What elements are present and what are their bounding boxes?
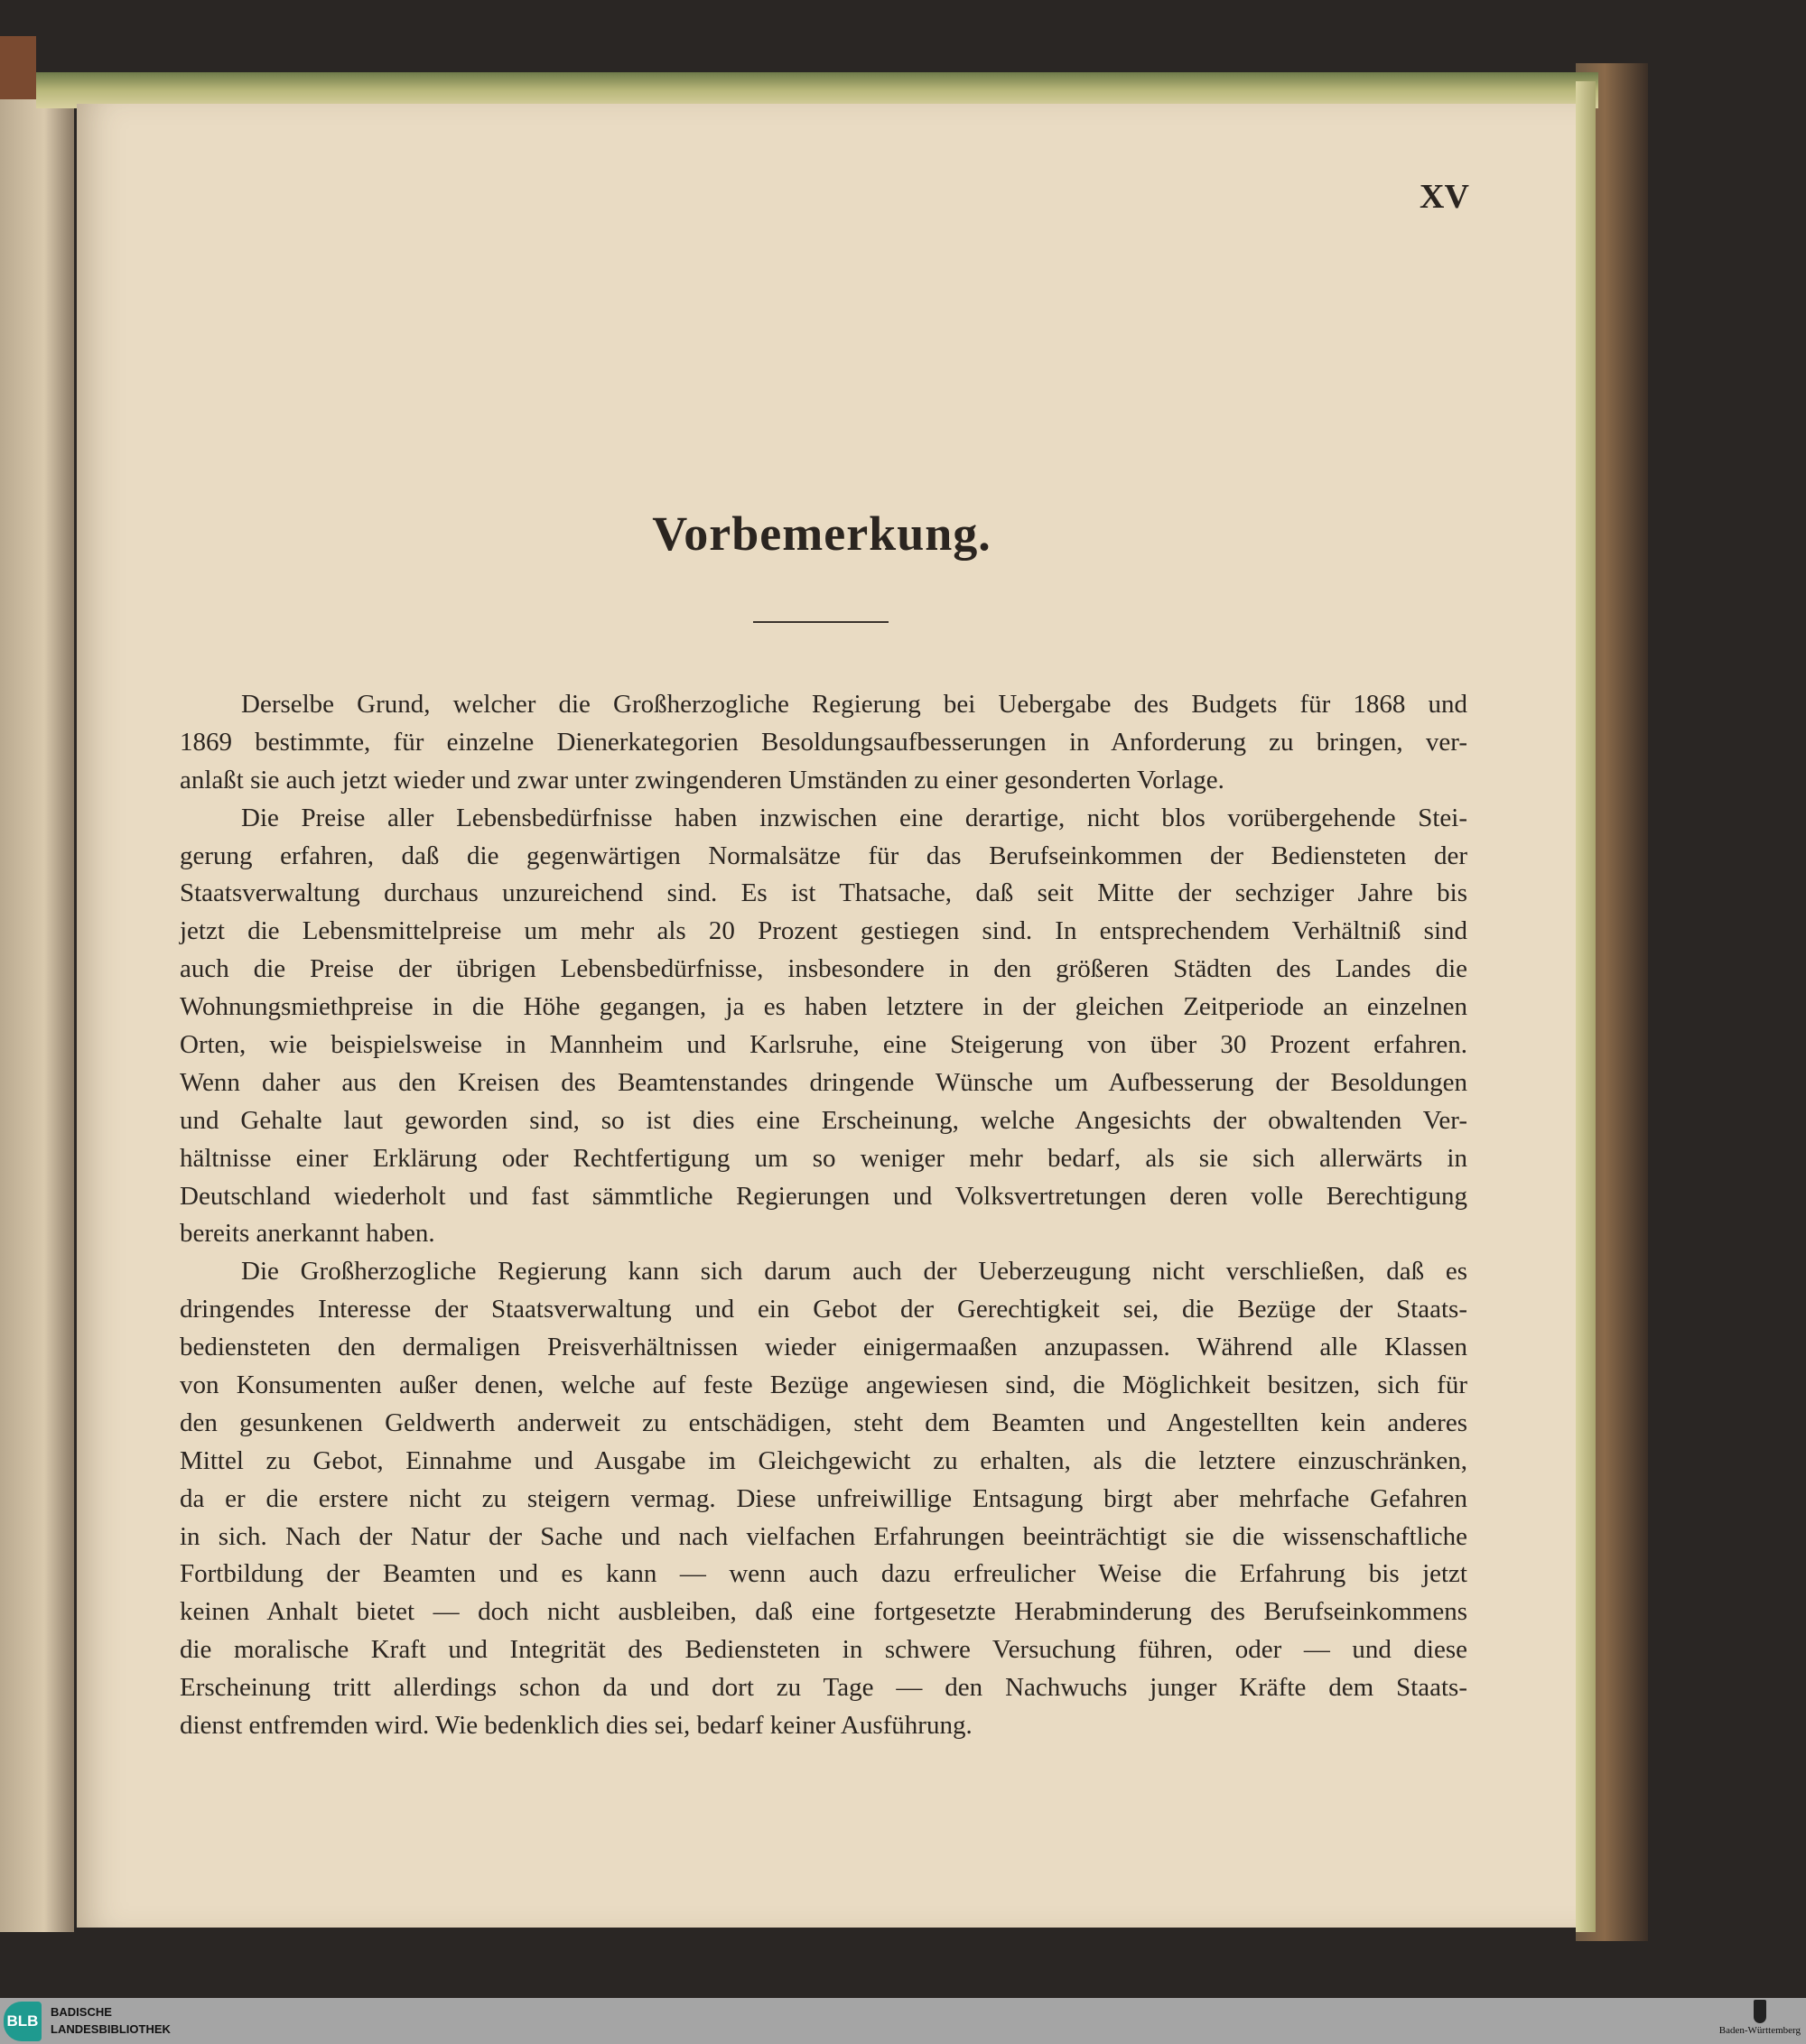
- coat-of-arms-icon: [1754, 2000, 1766, 2023]
- text-line: auch die Preise der übrigen Lebensbedürfnisse, insbesondere in den größeren Städten des Landes die: [180, 954, 1467, 984]
- text-line: in sich. Nach der Natur der Sache und nach vielfachen Erfahrungen beeinträchtigt sie die wissenschaftliche: [180, 1521, 1467, 1551]
- text-line: hältnisse einer Erklärung oder Rechtfertigung um so weniger mehr bedarf, als sie sich allerwärts in: [180, 1143, 1467, 1173]
- text-line: dringendes Interesse der Staatsverwaltung und ein Gebot der Gerechtigkeit sei, die Bezüge der Staats-: [180, 1295, 1467, 1324]
- text-line: keinen Anhalt bietet — doch nicht ausbleiben, daß eine fortgesetzte Herabminderung des Berufseinkommens: [180, 1597, 1467, 1627]
- text-line: und Gehalte laut geworden sind, so ist dies eine Erscheinung, welche Angesichts der obwaltenden Ver-: [180, 1105, 1467, 1135]
- text-line: Mittel zu Gebot, Einnahme und Ausgabe im Gleichgewicht zu erhalten, als die letztere einzuschränken,: [180, 1445, 1467, 1475]
- page-right-edge: [1576, 81, 1596, 1932]
- text-line: von Konsumenten außer denen, welche auf feste Bezüge angewiesen sind, die Möglichkeit besitzen, sich für: [180, 1370, 1467, 1400]
- left-page-edge: [0, 99, 74, 1932]
- baden-wuerttemberg-logo[interactable]: [1719, 2000, 1801, 2036]
- blb-logo[interactable]: BLB: [4, 2002, 42, 2041]
- page-title: Vorbemerkung.: [652, 506, 991, 561]
- text-line: bediensteten den dermaligen Preisverhältnissen wieder einigermaaßen anzupassen. Während alle Klassen: [180, 1333, 1467, 1362]
- text-line: die moralische Kraft und Integrität des Bediensteten in schwere Versuchung führen, oder — und diese: [180, 1635, 1467, 1665]
- library-name-line2: LANDESBIBLIOTHEK: [51, 2022, 171, 2036]
- paragraph: [180, 800, 1467, 1254]
- library-name-line1: BADISCHE: [51, 2005, 112, 2019]
- text-line: den gesunkenen Geldwerth anderweit zu entschädigen, steht dem Beamten und Angestellten kein anderes: [180, 1408, 1467, 1437]
- text-line: Wenn daher aus den Kreisen des Beamtenstandes dringende Wünsche um Aufbesserung der Besoldungen: [180, 1067, 1467, 1097]
- text-line: Derselbe Grund, welcher die Großherzogliche Regierung bei Uebergabe des Budgets für 1868 und: [241, 690, 1467, 719]
- title-divider: [753, 621, 889, 623]
- library-name: [51, 2003, 171, 2038]
- page-number: XV: [1420, 178, 1469, 216]
- text-line: Erscheinung tritt allerdings schon da und dort zu Tage — den Nachwuchs junger Kräfte dem Staats-: [180, 1673, 1467, 1703]
- paragraph: [180, 686, 1467, 800]
- paragraph: [180, 1253, 1467, 1745]
- text-line: bereits anerkannt haben.: [180, 1219, 435, 1249]
- text-line: Wohnungsmiethpreise in die Höhe gegangen, ja es haben letztere in der gleichen Zeitperiode an einzelnen: [180, 992, 1467, 1022]
- body-text: [180, 686, 1467, 1745]
- text-line: 1869 bestimmte, für einzelne Dienerkategorien Besoldungsaufbesserungen in Anforderung zu bringen, ver-: [180, 727, 1467, 757]
- text-line: gerung erfahren, daß die gegenwärtigen Normalsätze für das Berufseinkommen der Bediensteten der: [180, 841, 1467, 870]
- page-top-edge: [36, 72, 1598, 108]
- text-line: jetzt die Lebensmittelpreise um mehr als 20 Prozent gestiegen sind. In entsprechendem Verhältniß sind: [180, 916, 1467, 946]
- text-line: Orten, wie beispielsweise in Mannheim und Karlsruhe, eine Steigerung von über 30 Prozent erfahren.: [180, 1030, 1467, 1060]
- text-line: anlaßt sie auch jetzt wieder und zwar unter zwingenderen Umständen zu einer gesonderten Vorlage.: [180, 765, 1224, 794]
- text-line: Die Großherzogliche Regierung kann sich darum auch der Ueberzeugung nicht verschließen, daß es: [241, 1257, 1467, 1287]
- text-line: Staatsverwaltung durchaus unzureichend sind. Es ist Thatsache, daß seit Mitte der sechziger Jahre bis: [180, 878, 1467, 908]
- text-line: da er die erstere nicht zu steigern vermag. Diese unfreiwillige Entsagung birgt aber mehrfache Gefahren: [180, 1483, 1467, 1513]
- footer-bar: [0, 1998, 1806, 2044]
- text-line: Deutschland wiederholt und fast sämmtliche Regierungen und Volksvertretungen deren volle Berechtigung: [180, 1181, 1467, 1211]
- text-line: Die Preise aller Lebensbedürfnisse haben inzwischen eine derartige, nicht blos vorübergehende Stei-: [241, 803, 1467, 832]
- state-label: Baden-Württemberg: [1718, 2025, 1801, 2036]
- text-line: Fortbildung der Beamten und es kann — wenn auch dazu erfreulicher Weise die Erfahrung bis jetzt: [180, 1559, 1467, 1589]
- text-line: dienst entfremden wird. Wie bedenklich dies sei, bedarf keiner Ausführung.: [180, 1711, 973, 1741]
